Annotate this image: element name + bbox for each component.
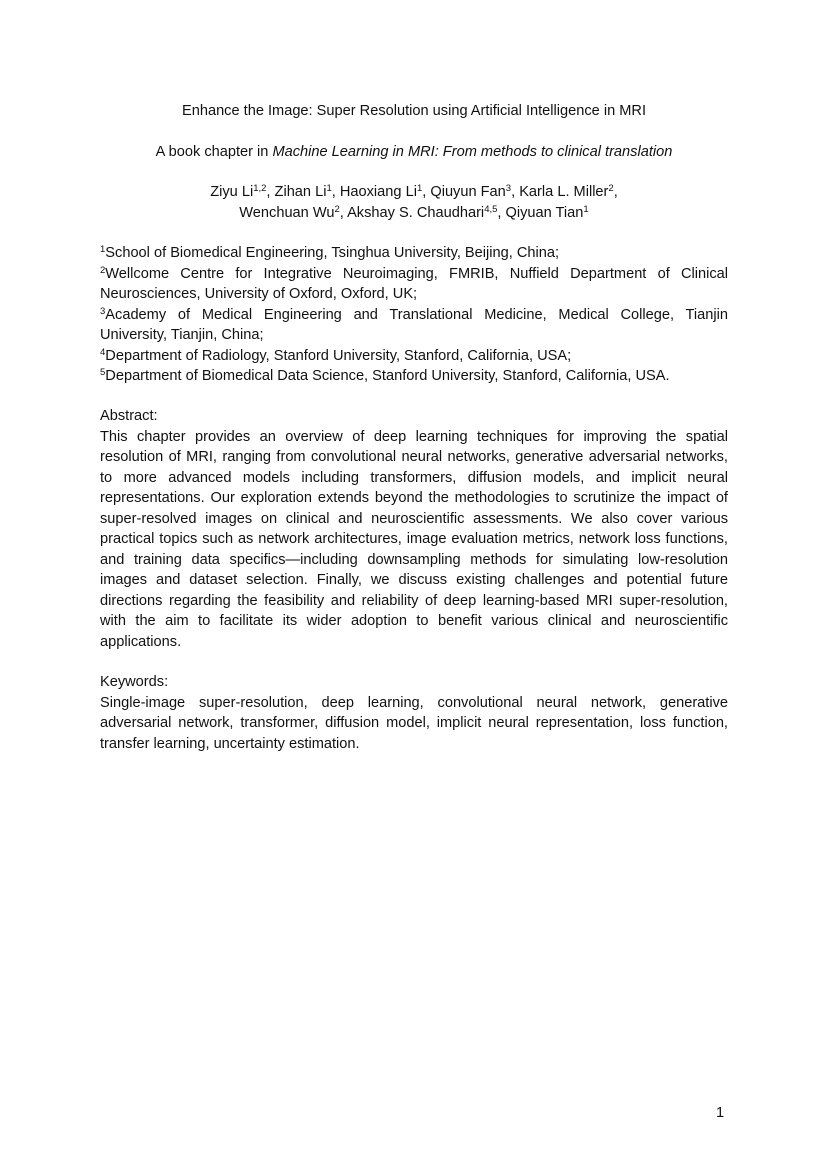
author: Ziyu Li$^{1,2}$, bbox=[210, 183, 275, 200]
affiliation: $^5$Department of Biomedical Data Science, Stanford University, Stanford, California, USA. bbox=[100, 367, 670, 384]
abstract-text: This chapter provides an overview of deep learning techniques for improving the spatial resolution of MRI, ranging from convolutional neural networks, generative adversarial networks, to more advanced models including transformers, diffusion models, and implicit neural representations. Our exploration extends beyond the methodologies to scrutinize the impact of super-resolved images on clinical and neuroscientific assessments. We also cover various practical topics such as network architectures, image evaluation metrics, network loss functions, and training data specifics—including downsampling methods for simulating low-resolution images and dataset selection. Finally, we discuss existing challenges and potential future directions regarding the feasibility and reliability of deep learning-based MRI super-resolution, with the aim to facilitate its wider adoption to benefit various clinical and neuroscientific applications. bbox=[100, 428, 728, 650]
affiliation: $^2$Wellcome Centre for Integrative Neuroimaging, FMRIB, Nuffield Department of Clinical Neurosciences, University of Oxford, Oxford, UK; bbox=[100, 264, 728, 302]
author: Akshay S. Chaudhari$^{4,5}$, bbox=[347, 204, 506, 221]
book-title: Machine Learning in MRI: From methods to clinical translation bbox=[272, 144, 673, 160]
keywords-heading: Keywords: bbox=[100, 674, 169, 690]
affiliation: $^3$Academy of Medical Engineering and Translational Medicine, Medical College, Tianjin University, Tianjin, China; bbox=[100, 305, 728, 343]
affiliation-list bbox=[100, 243, 728, 387]
abstract-heading: Abstract: bbox=[100, 408, 158, 424]
author: Zihan Li$^1$, bbox=[274, 183, 340, 200]
paper-subtitle bbox=[0, 142, 828, 162]
subtitle-prefix: A book chapter in bbox=[155, 144, 273, 160]
author: Qiuyun Fan$^3$, bbox=[430, 183, 520, 200]
author: Haoxiang Li$^1$, bbox=[339, 183, 431, 200]
author-line-1 bbox=[0, 182, 828, 203]
author-list bbox=[0, 182, 828, 224]
abstract-section bbox=[100, 406, 728, 652]
author: Wenchuan Wu$^2$, bbox=[239, 204, 348, 221]
affiliation: $^1$School of Biomedical Engineering, Tsinghua University, Beijing, China; bbox=[100, 244, 560, 261]
affiliation: $^4$Department of Radiology, Stanford University, Stanford, California, USA; bbox=[100, 346, 572, 364]
author: Karla L. Miller$^2$, bbox=[519, 183, 618, 200]
keywords-text: Single-image super-resolution, deep learning, convolutional neural network, generative adversarial network, transformer, diffusion model, implicit neural representation, loss function, transfer learning, uncertainty estimation. bbox=[100, 694, 728, 752]
paper-title: Enhance the Image: Super Resolution using Artificial Intelligence in MRI bbox=[181, 103, 646, 119]
keywords-section bbox=[100, 672, 728, 754]
page-number: 1 bbox=[716, 1105, 725, 1121]
author-line-2 bbox=[0, 203, 828, 224]
author: Qiyuan Tian$^1$ bbox=[505, 204, 589, 221]
